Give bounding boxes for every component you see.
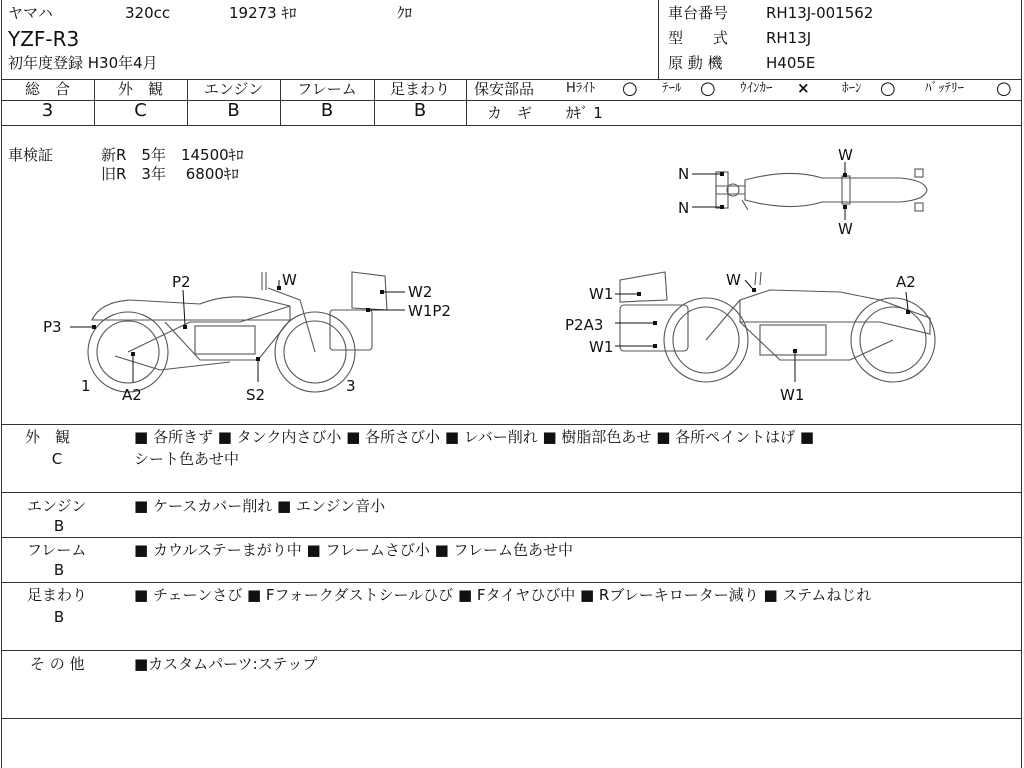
score-header-frame: フレーム [297,80,357,98]
frame-header-divider [658,0,659,79]
safety-horn: ﾎｰﾝ [842,81,862,96]
right-label-w1-mid: W1 [589,338,614,356]
type-label: 型 式 [668,29,729,47]
remark-grade-chassis: B [53,608,65,626]
safety-label: 保安部品 [474,80,535,98]
remark-grade-frame: B [53,561,65,579]
top-label-n1: N [678,165,690,183]
top-label-w-top: W [838,146,853,164]
remark-text-chassis: ■ チェーンさび ■ Fフォークダストシールひび ■ Fタイヤひび中 ■ Rブレーキローター減り ■ ステムねじれ [134,586,872,604]
key-value: ｶｷﾞ 1 [566,104,603,122]
score-exterior: C [134,100,147,121]
frame-no-label: 車台番号 [668,4,729,22]
left-label-s2: S2 [246,386,266,404]
score-engine: B [227,100,240,121]
left-label-1: 1 [81,377,91,395]
safety-horn-mark: ○ [880,78,896,99]
first-registration: 初年度登録 H30年4月 [8,54,158,72]
right-side-view-drawing [620,272,935,382]
score-header-chassis: 足まわり [389,80,450,98]
remark-text-engine: ■ ケースカバー削れ ■ エンジン音小 [134,497,386,515]
score-header-exterior: 外 観 [117,80,163,98]
safety-tail: ﾃｰﾙ [662,81,682,96]
rule-remark-3 [1,582,1022,583]
remark-label-exterior: 外 観 [25,428,71,446]
right-label-p2a3: P2A3 [565,316,604,334]
model-name: YZF-R3 [8,27,80,51]
safety-headlight-mark: ○ [622,78,638,99]
safety-winker-mark: × [797,79,810,97]
right-label-w1-top: W1 [589,285,614,303]
left-label-w1p2: W1P2 [408,302,451,320]
engine-label: 原 動 機 [668,54,723,72]
safety-winker: ｳｲﾝｶｰ [740,81,773,96]
rule-remark-2 [1,537,1022,538]
rule-diagram-bottom [1,424,1022,425]
frame-no: RH13J-001562 [766,4,874,22]
safety-battery-mark: ○ [996,78,1012,99]
top-view-drawing [716,169,927,211]
rule-scores-mid [1,100,1022,101]
score-chassis: B [413,100,427,121]
type-value: RH13J [766,29,812,47]
right-label-w1-bottom: W1 [780,386,805,404]
inspection-new: 新R 5年 14500ｷﾛ [101,146,244,164]
remark-grade-engine: B [53,517,65,535]
remark-text-exterior-2: シート色あせ中 [134,450,240,468]
rule-remark-5 [1,718,1022,719]
left-label-3: 3 [346,377,356,395]
inspection-old: 旧R 3年 6800ｷﾛ [101,165,239,183]
damage-diagram [0,126,1024,424]
remark-text-frame: ■ カウルステーまがり中 ■ フレームさび小 ■ フレーム色あせ中 [134,541,573,559]
top-label-w-bottom: W [838,220,853,238]
mileage: 19273 ｷﾛ [229,4,297,22]
rule-remark-1 [1,492,1022,493]
left-label-w: W [282,271,297,289]
safety-tail-mark: ○ [700,78,716,99]
key-label: カ ギ [487,104,533,122]
col-rule-5 [466,79,467,125]
right-label-w: W [726,271,741,289]
left-label-w2: W2 [408,283,433,301]
safety-battery: ﾊﾞｯﾃﾘｰ [925,81,964,96]
left-label-a2: A2 [122,386,142,404]
score-total: 3 [41,100,54,121]
displacement: 320cc [125,4,171,22]
color: ｸﾛ [397,4,413,22]
score-header-engine: エンジン [203,80,264,98]
remark-text-other: ■カスタムパーツ:ステップ [134,655,318,673]
top-label-n2: N [678,199,690,217]
score-frame: B [320,100,334,121]
score-header-total: 総 合 [24,80,70,98]
engine-value: H405E [766,54,816,72]
inspection-label: 車検証 [8,146,54,164]
left-label-p2: P2 [172,273,191,291]
maker-name: ヤマハ [8,4,53,22]
remark-label-chassis: 足まわり [27,586,88,604]
left-label-p3: P3 [43,318,62,336]
rule-remark-4 [1,650,1022,651]
right-label-a2: A2 [896,273,916,291]
remark-grade-exterior: C [51,450,63,468]
remark-label-other: そ の 他 [30,655,85,673]
remark-label-engine: エンジン [27,497,87,515]
remark-text-exterior: ■ 各所きず ■ タンク内さび小 ■ 各所さび小 ■ レバー削れ ■ 樹脂部色あせ ■ 各所ペイントはげ ■ [134,428,815,446]
remark-label-frame: フレーム [27,541,87,559]
safety-headlight: Hﾗｲﾄ [566,81,596,96]
